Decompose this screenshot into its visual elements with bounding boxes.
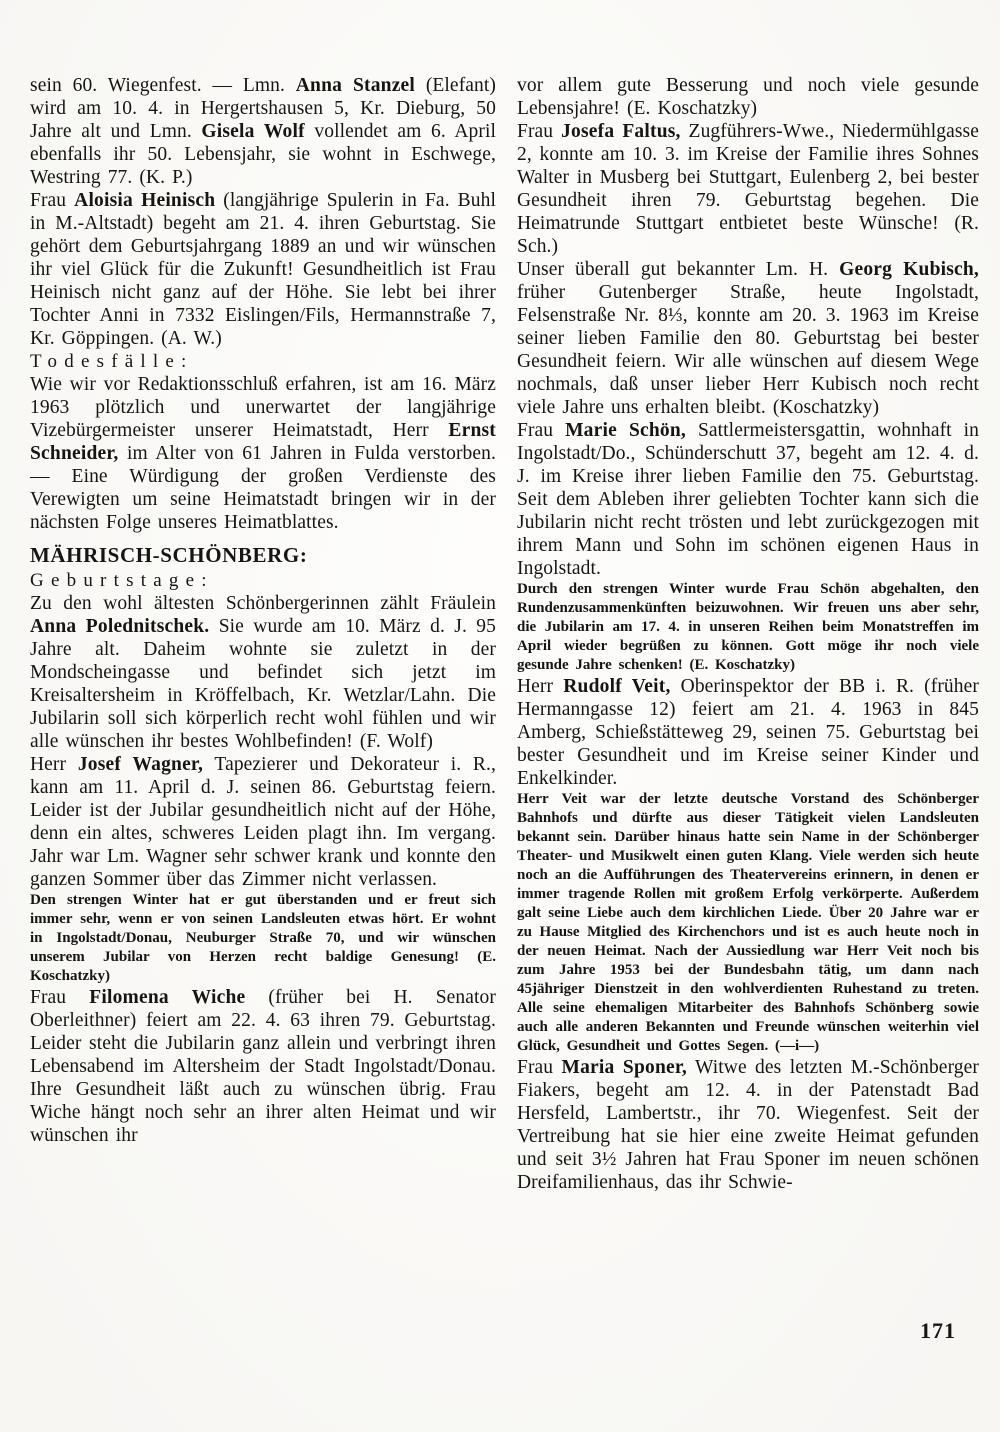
heading-todesfaelle: Todesfälle: [30, 351, 194, 372]
right-column [517, 74, 979, 1194]
para-rudolf-veit: Herr Rudolf Veit, Oberinspektor der BB i. R. (früher Hermanngasse 12) feiert am 21. 4. 1963 in 845 Amberg, Schießstätteweg 29, seinen 75. Geburtstag bei bester Gesundheit und im Kreise seiner Kinder und Enkelkinder. [517, 676, 979, 789]
note-marie-schoen: Durch den strengen Winter wurde Frau Schön abgehalten, den Rundenzusammenkünften beizuwohnen. Wir freuen uns aber sehr, die Jubilarin am 17. 4. in unseren Reihen beim Monatstreffen im April wieder begrüßen zu können. Gott möge ihr noch viele gesunde Jahre schenken! (E. Koschatzky) [517, 581, 979, 673]
left-column [30, 74, 496, 1147]
para-marie-schoen: Frau Marie Schön, Sattlermeistersgattin, wohnhaft in Ingolstadt/Do., Schünderschutt 37, begeht am 12. 4. d. J. im Kreise ihrer lieben Familie den 75. Geburtstag. Seit dem Ableben ihrer geliebten Tochter kann sich die Jubilarin nicht recht trösten und lebt zurückgezogen mit ihrem Mann und Sohn im schönen eigenen Haus in Ingolstadt. [517, 420, 979, 579]
para-georg-kubisch: Unser überall gut bekannter Lm. H. Georg Kubisch, früher Gutenberger Straße, heute Ingolstadt, Felsenstraße Nr. 8⅓, konnte am 20. 3. 1963 im Kreise seiner lieben Familie den 80. Geburtstag bei bester Gesundheit feiern. Wir alle wünschen auf diesem Wege nochmals, daß unser lieber Herr Kubisch noch recht viele Jahre uns erhalten bleibt. (Koschatzky) [517, 259, 979, 418]
page-number: 171 [920, 1318, 956, 1343]
note-josef-wagner: Den strengen Winter hat er gut überstanden und er freut sich immer sehr, wenn er von seinen Landsleuten etwas hört. Er wohnt in Ingolstadt/Donau, Neuburger Straße 70, und wir wünschen unserem Jubilar von Herzen recht baldige Genesung! (E. Koschatzky) [30, 892, 496, 984]
para-anna-polednitschek: Zu den wohl ältesten Schönbergerinnen zählt Fräulein Anna Polednitschek. Sie wurde am 10. März d. J. 95 Jahre alt. Daheim wohnte sie zuletzt in der Mondscheingasse und befindet sich jetzt im Kreisaltersheim in Kröffelbach, Kr. Wetzlar/Lahn. Die Jubilarin soll sich körperlich recht wohl fühlen und wir alle wünschen ihr bestes Wohlbefinden! (F. Wolf) [30, 593, 496, 752]
para-josef-wagner: Herr Josef Wagner, Tapezierer und Dekorateur i. R., kann am 11. April d. J. seinen 86. Geburtstag feiern. Leider ist der Jubilar gesundheitlich nicht auf der Höhe, denn ein altes, schweres Leiden plagt ihn. Im vergang. Jahr war Lm. Wagner sehr schwer krank und konnte den ganzen Sommer über das Zimmer nicht verlassen. [30, 754, 496, 890]
para-ernst-schneider-obituary: Wie wir vor Redaktionsschluß erfahren, ist am 16. März 1963 plötzlich und unerwartet der langjährige Vizebürgermeister unserer Heimatstadt, Herr Ernst Schneider, im Alter von 61 Jahren in Fulda verstorben. — Eine Würdigung der großen Verdienste des Verewigten um seine Heimatstadt bringen wir in der nächsten Folge unseres Heimatblattes. [30, 374, 496, 533]
para-josefa-faltus: Frau Josefa Faltus, Zugführers-Wwe., Niedermühlgasse 2, konnte am 10. 3. im Kreise der Familie ihres Sohnes Walter in Musberg bei Stuttgart, Eulenberg 2, bei bester Gesundheit ihren 79. Geburtstag begehen. Die Heimatrunde Stuttgart entbietet beste Wünsche! (R. Sch.) [517, 121, 979, 257]
heading-maehrisch-schoenberg: MÄHRISCH-SCHÖNBERG: [30, 543, 308, 567]
para-anna-stanzel-gisela-wolf: sein 60. Wiegenfest. — Lmn. Anna Stanzel (Elefant) wird am 10. 4. in Hergertshausen 5, Kr. Dieburg, 50 Jahre alt und Lmn. Gisela Wolf vollendet am 6. April ebenfalls ihr 50. Lebensjahr, sie wohnt in Eschwege, Westring 77. (K. P.) [30, 75, 497, 188]
heading-geburtstage: Geburtstage: [30, 570, 214, 591]
para-maria-sponer: Frau Maria Sponer, Witwe des letzten M.-Schönberger Fiakers, begeht am 12. 4. in der Patenstadt Bad Hersfeld, Lambertstr., ihr 70. Wiegenfest. Seit der Vertreibung hat sie hier eine zweite Heimat gefunden und seit 3½ Jahren hat Frau Sponer im neuen schönen Dreifamilienhaus, das ihr Schwie- [517, 1057, 980, 1193]
note-rudolf-veit: Herr Veit war der letzte deutsche Vorstand des Schönberger Bahnhofs und dürfte aus dieser Tätigkeit vielen Landsleuten bekannt sein. Darüber hinaus hatte sein Name in der Schönberger Theater- und Musikwelt einen guten Klang. Viele werden sich heute noch an die Aufführungen des Theatervereins erinnern, in denen er immer tragende Rollen mit großem Erfolg verkörperte. Außerdem galt seine Liebe auch dem kirchlichen Liede. Über 20 Jahre war er zu Hause Mitglied des Kirchenchors und ist es auch heute noch in der neuen Heimat. Nach der Aussiedlung war Herr Veit noch bis zum Jahre 1953 bei der Bundesbahn tätig, um dann nach 45jähriger Dienstzeit in den wohlverdienten Ruhestand zu treten. Alle seine ehemaligen Mitarbeiter des Bahnhofs Schönberg sowie auch alle anderen Bekannten und Freunde wünschen weiterhin viel Glück, Gesundheit und Gottes Segen. (—i—) [517, 791, 979, 1054]
para-filomena-wiche: Frau Filomena Wiche (früher bei H. Senator Oberleithner) feiert am 22. 4. 63 ihren 79. Geburtstag. Leider steht die Jubilarin ganz allein und verbringt ihren Lebensabend im Altersheim der Stadt Ingolstadt/Donau. Ihre Gesundheit läßt auch zu wünschen übrig. Frau Wiche hängt noch sehr an ihrer alten Heimat und wir wünschen ihr [30, 987, 496, 1146]
para-continuation-besserung: vor allem gute Besserung und noch viele gesunde Lebensjahre! (E. Koschatzky) [517, 75, 979, 119]
para-aloisia-heinisch: Frau Aloisia Heinisch (langjährige Spulerin in Fa. Buhl in M.-Altstadt) begeht am 21. 4. ihren Geburtstag. Sie gehört dem Geburtsjahrgang 1889 an und wir wünschen ihr viel Glück für die Zukunft! Gesundheitlich ist Frau Heinisch nicht ganz auf der Höhe. Sie lebt bei ihrer Tochter Anni in 7332 Eislingen/Fils, Hermannstraße 7, Kr. Göppingen. (A. W.) [30, 190, 497, 349]
